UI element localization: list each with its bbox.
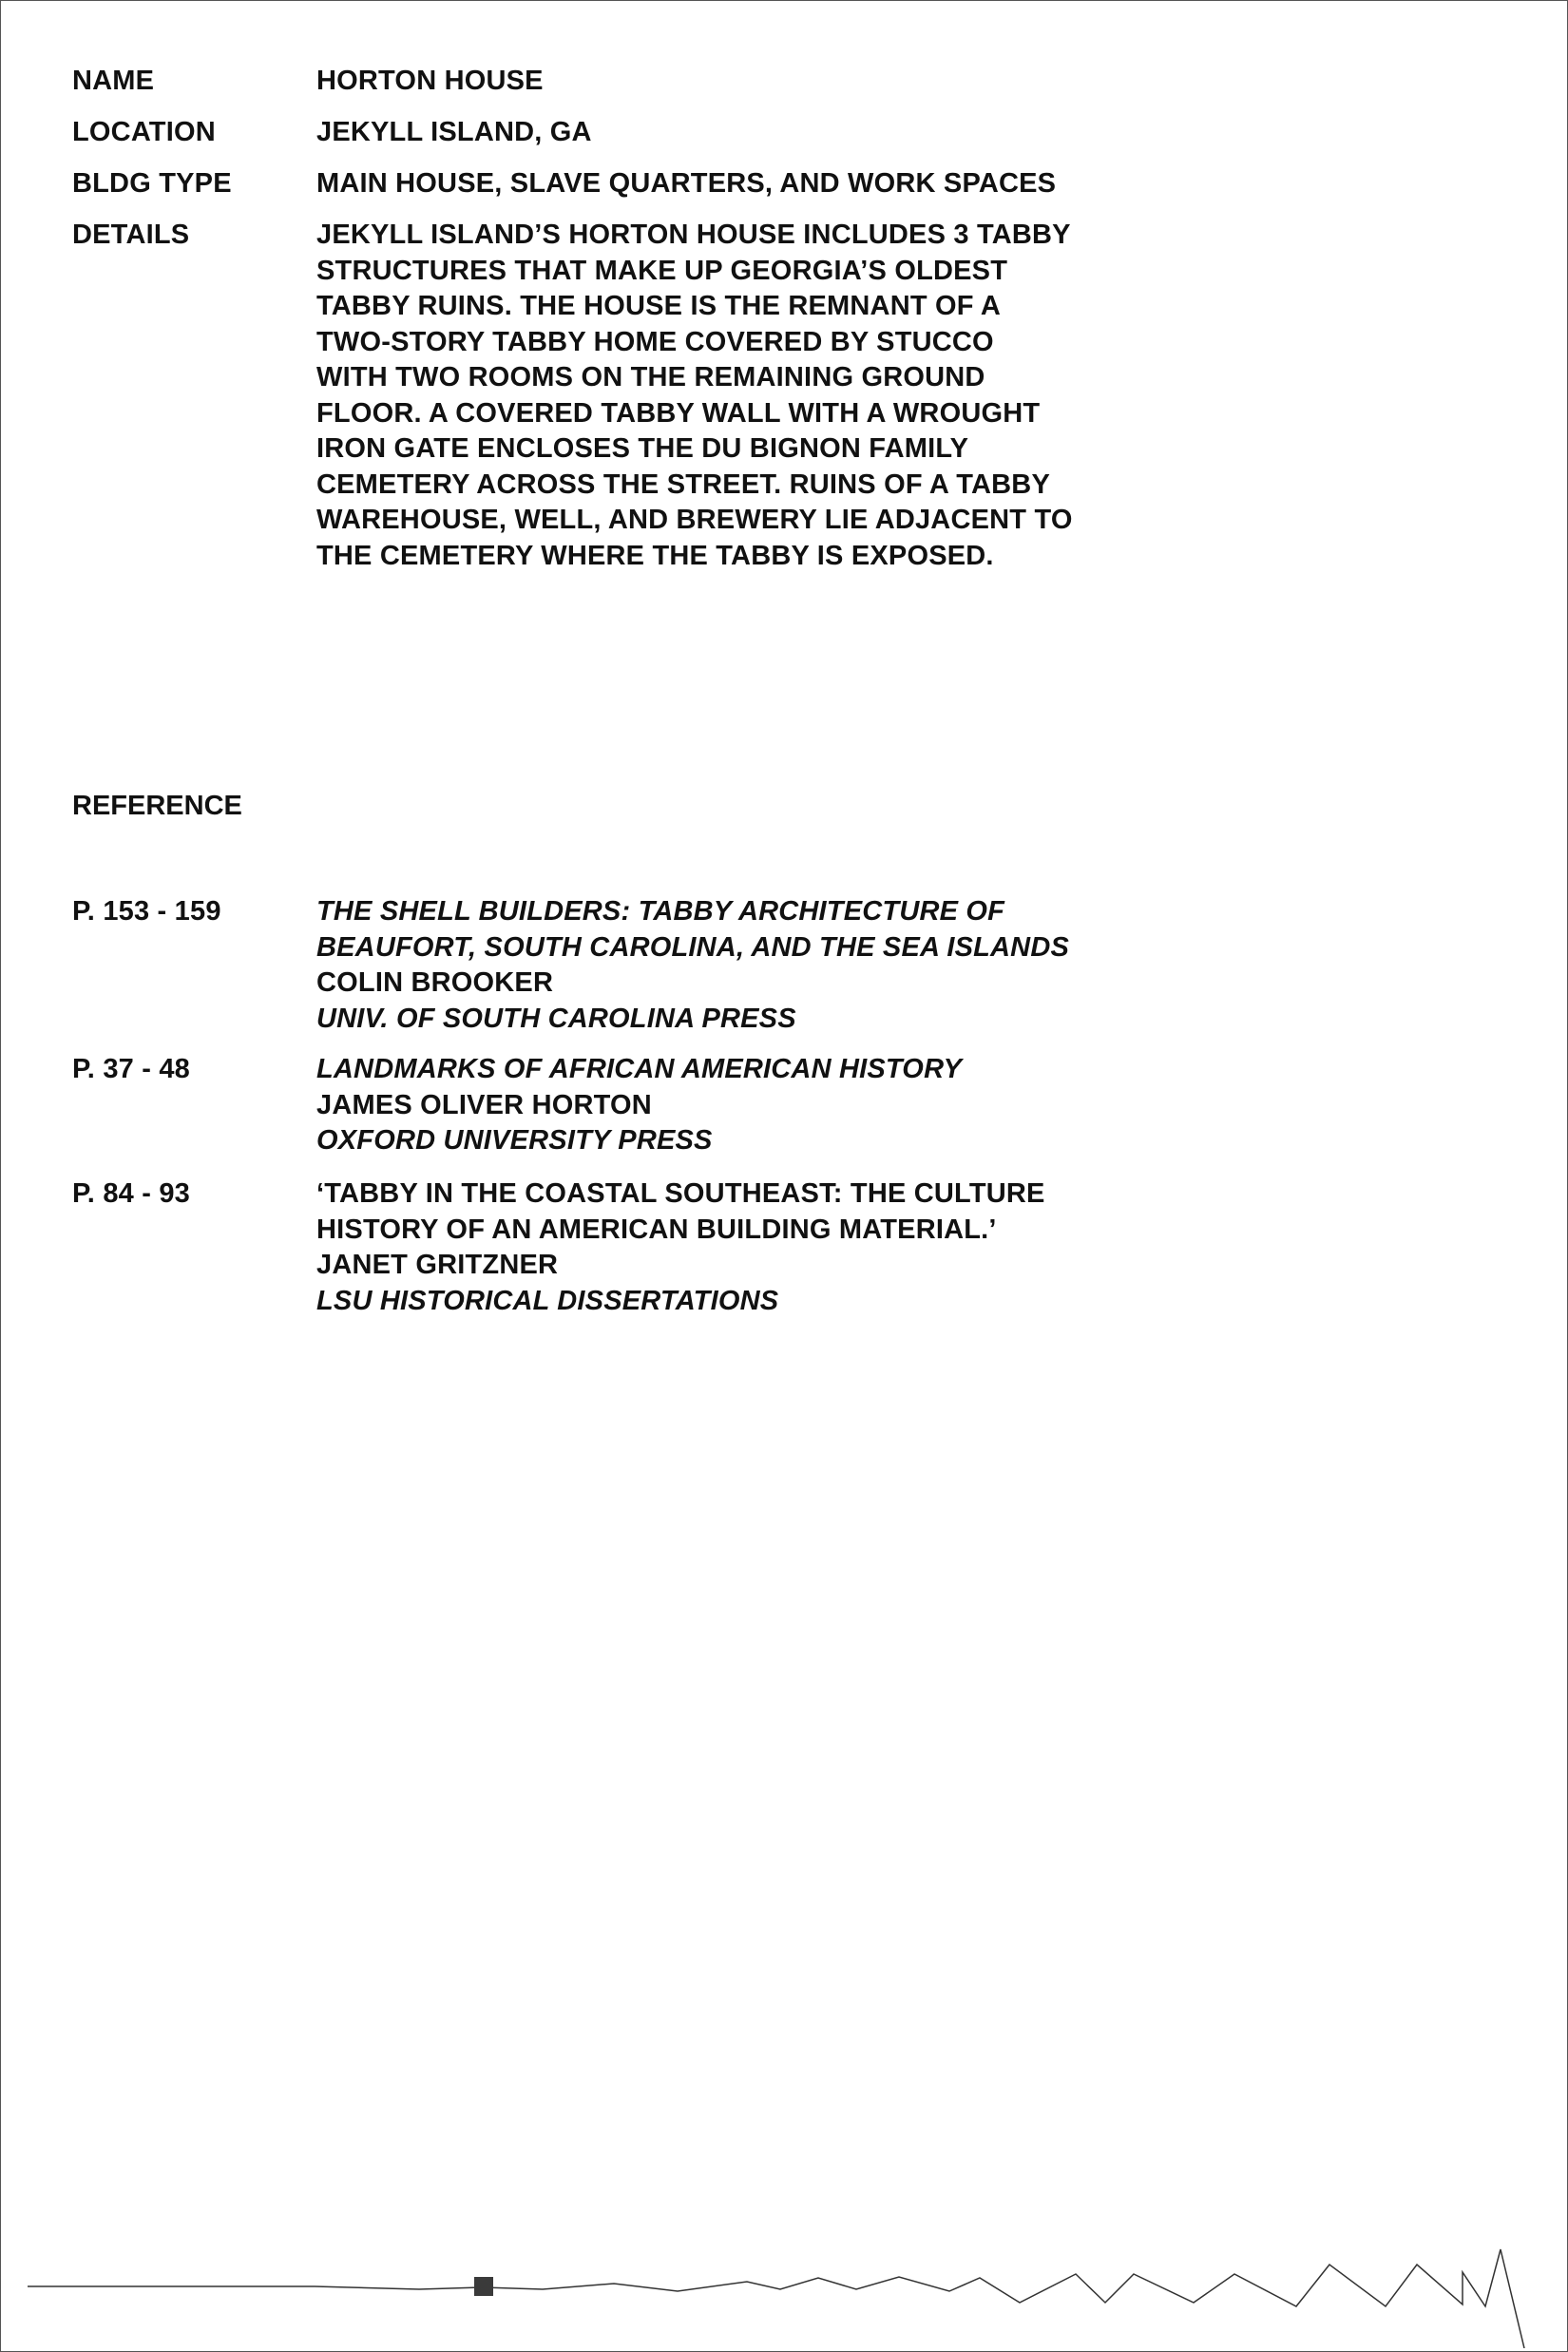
reference-author: JAMES OLIVER HORTON [316,1089,652,1120]
field-value: MAIN HOUSE, SLAVE QUARTERS, AND WORK SPACES [316,168,1057,199]
details-line: THE CEMETERY WHERE THE TABBY IS EXPOSED. [316,540,994,571]
details-line: WITH TWO ROOMS ON THE REMAINING GROUND [316,362,985,392]
reference-title-line: BEAUFORT, SOUTH CAROLINA, AND THE SEA ISLANDS [316,931,1070,963]
reference-heading: REFERENCE [72,791,242,821]
details-line: WAREHOUSE, WELL, AND BREWERY LIE ADJACENT TO [316,505,1073,535]
position-marker [474,2277,493,2296]
field-value: HORTON HOUSE [316,66,544,96]
reference-title-line: LANDMARKS OF AFRICAN AMERICAN HISTORY [316,1054,963,1084]
reference-publisher: UNIV. OF SOUTH CAROLINA PRESS [316,1003,796,1034]
details-line: STRUCTURES THAT MAKE UP GEORGIA’S OLDEST [316,255,1008,286]
field-name [72,64,1172,100]
reference-publisher: LSU HISTORICAL DISSERTATIONS [316,1285,779,1316]
reference-entry [72,1052,1172,1159]
zigzag-timeline-graphic [1,2196,1567,2348]
reference-author: JANET GRITZNER [316,1250,559,1280]
details-text [316,218,1172,574]
reference-title-line: ‘TABBY IN THE COASTAL SOUTHEAST: THE CULTURE [316,1178,1045,1209]
field-label: BLDG TYPE [72,168,232,199]
reference-citation [316,894,1172,1037]
reference-entry [72,894,1172,1037]
field-location [72,115,1172,151]
field-label: NAME [72,66,155,96]
field-label: DETAILS [72,220,190,250]
zigzag-line [28,2249,1524,2348]
reference-pages: P. 153 - 159 [72,896,221,927]
details-line: JEKYLL ISLAND’S HORTON HOUSE INCLUDES 3 TABBY [316,220,1071,250]
field-bldg-type [72,166,1172,202]
field-value: JEKYLL ISLAND, GA [316,117,592,147]
reference-publisher: OXFORD UNIVERSITY PRESS [316,1125,713,1156]
details-line: FLOOR. A COVERED TABBY WALL WITH A WROUGHT [316,397,1041,429]
reference-pages: P. 84 - 93 [72,1178,191,1209]
reference-citation [316,1052,1172,1159]
reference-title-line: THE SHELL BUILDERS: TABBY ARCHITECTURE OF [316,896,1005,927]
details-line: CEMETERY ACROSS THE STREET. RUINS OF A TABBY [316,468,1050,500]
details-line: IRON GATE ENCLOSES THE DU BIGNON FAMILY [316,433,969,464]
details-line: TABBY RUINS. THE HOUSE IS THE REMNANT OF A [316,291,1002,321]
field-label: LOCATION [72,117,216,147]
details-line: TWO-STORY TABBY HOME COVERED BY STUCCO [316,326,994,357]
reference-pages: P. 37 - 48 [72,1054,191,1084]
reference-author: COLIN BROOKER [316,967,554,998]
reference-title-line: HISTORY OF AN AMERICAN BUILDING MATERIAL.’ [316,1214,997,1245]
reference-entry [72,1176,1172,1319]
reference-citation [316,1176,1172,1319]
field-details [72,218,1172,574]
